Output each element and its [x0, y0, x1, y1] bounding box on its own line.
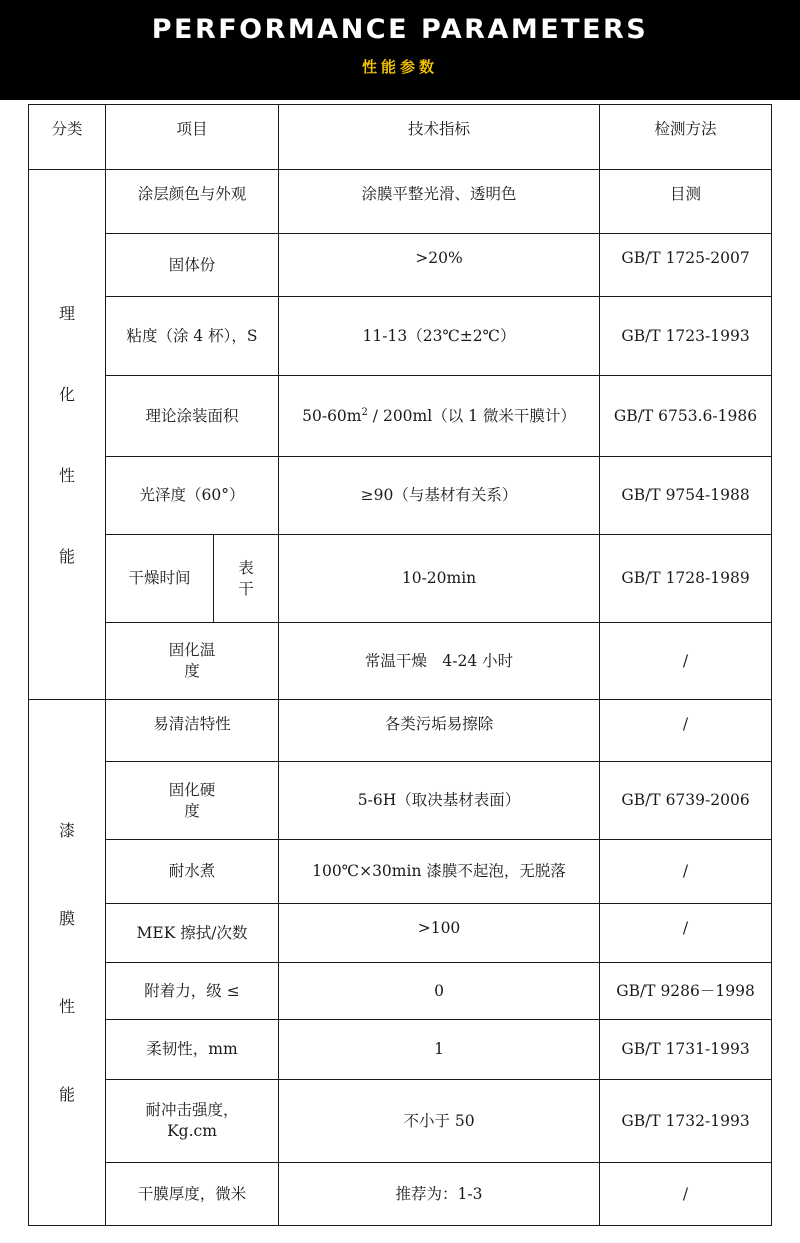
table-row: [29, 762, 772, 840]
item-cell: 光泽度（60°）: [106, 457, 279, 535]
header-banner: [0, 0, 800, 100]
item-cell: 固化硬 度: [106, 762, 279, 840]
spec-cell: 各类污垢易擦除: [279, 700, 600, 762]
method-cell: /: [600, 623, 772, 700]
table-row: [29, 904, 772, 963]
spec-cell: 常温干燥 4-24 小时: [279, 623, 600, 700]
table-row: [29, 1020, 772, 1080]
method-cell: GB/T 1723-1993: [600, 297, 772, 376]
spec-cell: 11-13（23℃±2℃）: [279, 297, 600, 376]
method-cell: GB/T 1728-1989: [600, 535, 772, 623]
category-film: 漆 膜 性 能: [29, 700, 106, 1226]
table-row: [29, 963, 772, 1020]
item-cell: 固体份: [106, 234, 279, 297]
method-cell: GB/T 9286－1998: [600, 963, 772, 1020]
item-cell: 涂层颜色与外观: [106, 170, 279, 234]
item-cell: 易清洁特性: [106, 700, 279, 762]
spec-cell: ≥90（与基材有关系）: [279, 457, 600, 535]
table-row: [29, 840, 772, 904]
table-row: [29, 457, 772, 535]
item-cell: 干燥时间: [106, 535, 214, 623]
method-cell: /: [600, 700, 772, 762]
subitem-cell: 表 干: [214, 535, 279, 623]
spec-cell: 0: [279, 963, 600, 1020]
header-item: 项目: [106, 105, 279, 170]
method-cell: GB/T 1731-1993: [600, 1020, 772, 1080]
method-cell: /: [600, 1163, 772, 1226]
table-row: [29, 376, 772, 457]
performance-table: [28, 104, 772, 1226]
table-row: [29, 1163, 772, 1226]
table-row: [29, 535, 772, 623]
item-cell: MEK 擦拭/次数: [106, 904, 279, 963]
item-cell: 理论涂装面积: [106, 376, 279, 457]
spec-cell: >20%: [279, 234, 600, 297]
spec-cell: $50-60m^2 / 200ml$（以 1 微米干膜计）: [279, 376, 600, 457]
spec-cell: 10-20min: [279, 535, 600, 623]
item-cell: 柔韧性，mm: [106, 1020, 279, 1080]
header-method: 检测方法: [600, 105, 772, 170]
method-cell: 目测: [600, 170, 772, 234]
spec-cell: 推荐为：1-3: [279, 1163, 600, 1226]
spec-cell: 1: [279, 1020, 600, 1080]
table-row: [29, 1080, 772, 1163]
table-row: [29, 297, 772, 376]
header-subtitle: 性能参数: [361, 58, 438, 76]
header-title: PERFORMANCE PARAMETERS: [151, 14, 649, 45]
item-cell: 耐水煮: [106, 840, 279, 904]
header-category: 分类: [29, 105, 106, 170]
table-row: [29, 623, 772, 700]
header-spec: 技术指标: [279, 105, 600, 170]
spec-cell: >100: [279, 904, 600, 963]
table-row: [29, 700, 772, 762]
method-cell: /: [600, 904, 772, 963]
method-cell: GB/T 6739-2006: [600, 762, 772, 840]
spec-cell: 100℃×30min 漆膜不起泡，无脱落: [279, 840, 600, 904]
item-cell: 附着力，级 ≤: [106, 963, 279, 1020]
table-header-row: [29, 105, 772, 170]
item-cell: 固化温 度: [106, 623, 279, 700]
spec-cell: 5-6H（取决基材表面）: [279, 762, 600, 840]
spec-cell: 不小于 50: [279, 1080, 600, 1163]
method-cell: GB/T 1725-2007: [600, 234, 772, 297]
item-cell: 干膜厚度，微米: [106, 1163, 279, 1226]
method-cell: GB/T 6753.6-1986: [600, 376, 772, 457]
category-physicochemical: 理 化 性 能: [29, 170, 106, 700]
table-row: [29, 234, 772, 297]
item-cell: 粘度（涂 4 杯），S: [106, 297, 279, 376]
item-cell: 耐冲击强度， Kg.cm: [106, 1080, 279, 1163]
method-cell: /: [600, 840, 772, 904]
spec-cell: 涂膜平整光滑、透明色: [279, 170, 600, 234]
method-cell: GB/T 1732-1993: [600, 1080, 772, 1163]
table-row: [29, 170, 772, 234]
method-cell: GB/T 9754-1988: [600, 457, 772, 535]
